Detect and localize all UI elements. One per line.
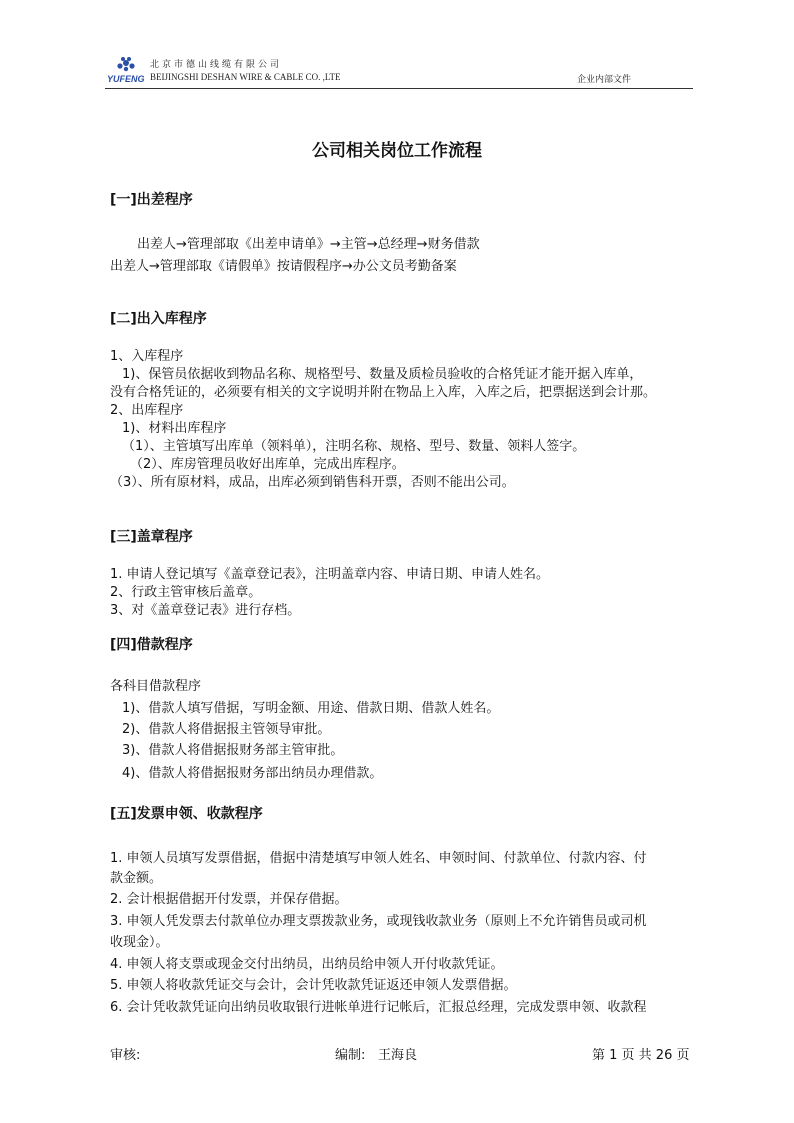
- section-line: 出差人→管理部取《出差申请单》→主管→总经理→财务借款: [137, 237, 480, 252]
- footer-editor-name: 王海良: [378, 1048, 418, 1063]
- footer-review-label: 审核:: [110, 1048, 141, 1063]
- section-line: 2、出库程序: [110, 403, 184, 418]
- section-line: 1. 申请人登记填写《盖章登记表》，注明盖章内容、申请日期、申请人姓名。: [110, 567, 550, 582]
- footer-page-number: 第 1 页 共 26 页: [592, 1048, 690, 1063]
- logo-text: YUFENG: [107, 74, 145, 84]
- section-line: （1）、主管填写出库单（领料单），注明名称、规格、型号、数量、领料人签字。: [122, 439, 586, 454]
- section-heading-warehouse: [二]出入库程序: [110, 311, 207, 327]
- section-heading-stamp: [三]盖章程序: [110, 529, 193, 545]
- doc-classification: 企业内部文件: [577, 75, 632, 85]
- section-line: 4)、借款人将借据报财务部出纳员办理借款。: [122, 766, 383, 781]
- footer-editor-label: 编制:: [335, 1048, 366, 1063]
- company-name-en: BEIJINGSHI DESHAN WIRE & CABLE CO. ,LTE: [150, 72, 341, 82]
- section-line: 1、入库程序: [110, 349, 184, 364]
- section-line: 4. 申领人将支票或现金交付出纳员，出纳员给申领人开付收款凭证。: [110, 957, 504, 972]
- company-name-cn: 北京市德山线缆有限公司: [150, 60, 283, 70]
- section-line: 1)、保管员依据收到物品名称、规格型号、数量及质检员验收的合格凭证才能开据入库单，: [122, 367, 643, 382]
- section-line: 2、行政主管审核后盖章。: [110, 585, 262, 600]
- section-line: 各科目借款程序: [110, 679, 202, 694]
- section-heading-travel: [一]出差程序: [110, 192, 193, 208]
- section-line: 3. 申领人凭发票去付款单位办理支票拨款业务，或现钱收款业务（原则上不允许销售员或司机: [110, 914, 647, 929]
- section-line: 3)、借款人将借据报财务部主管审批。: [122, 743, 344, 758]
- section-line: 2)、借款人将借据报主管领导审批。: [122, 722, 331, 737]
- section-line: 6. 会计凭收款凭证向出纳员收取银行进帐单进行记帐后，汇报总经理，完成发票申领、收款程: [110, 1000, 647, 1015]
- section-line: （2）、库房管理员收好出库单，完成出库程序。: [130, 457, 405, 472]
- section-heading-invoice: [五]发票申领、收款程序: [110, 806, 263, 822]
- header-divider: [105, 88, 693, 89]
- company-logo: [106, 54, 146, 86]
- section-line: （3）、所有原材料，成品，出库必须到销售科开票，否则不能出公司。: [110, 475, 515, 490]
- section-line: 1)、借款人填写借据，写明金额、用途、借款日期、借款人姓名。: [122, 701, 500, 716]
- section-heading-loan: [四]借款程序: [110, 637, 193, 653]
- section-line: 1. 申领人员填写发票借据，借据中清楚填写申领人姓名、申领时间、付款单位、付款内容、付: [110, 851, 647, 866]
- page-title: 公司相关岗位工作流程: [312, 141, 482, 161]
- section-line: 3、对《盖章登记表》进行存档。: [110, 603, 301, 618]
- section-line: 款金额。: [110, 871, 163, 886]
- section-line: 2. 会计根据借据开付发票，并保存借据。: [110, 892, 348, 907]
- section-line: 出差人→管理部取《请假单》按请假程序→办公文员考勤备案: [110, 259, 457, 274]
- section-line: 没有合格凭证的，必须要有相关的文字说明并附在物品上入库，入库之后，把票据送到会计那。: [110, 385, 657, 400]
- section-line: 收现金）。: [110, 935, 169, 950]
- section-line: 1)、材料出库程序: [122, 421, 227, 436]
- section-line: 5. 申领人将收款凭证交与会计，会计凭收款凭证返还申领人发票借据。: [110, 978, 517, 993]
